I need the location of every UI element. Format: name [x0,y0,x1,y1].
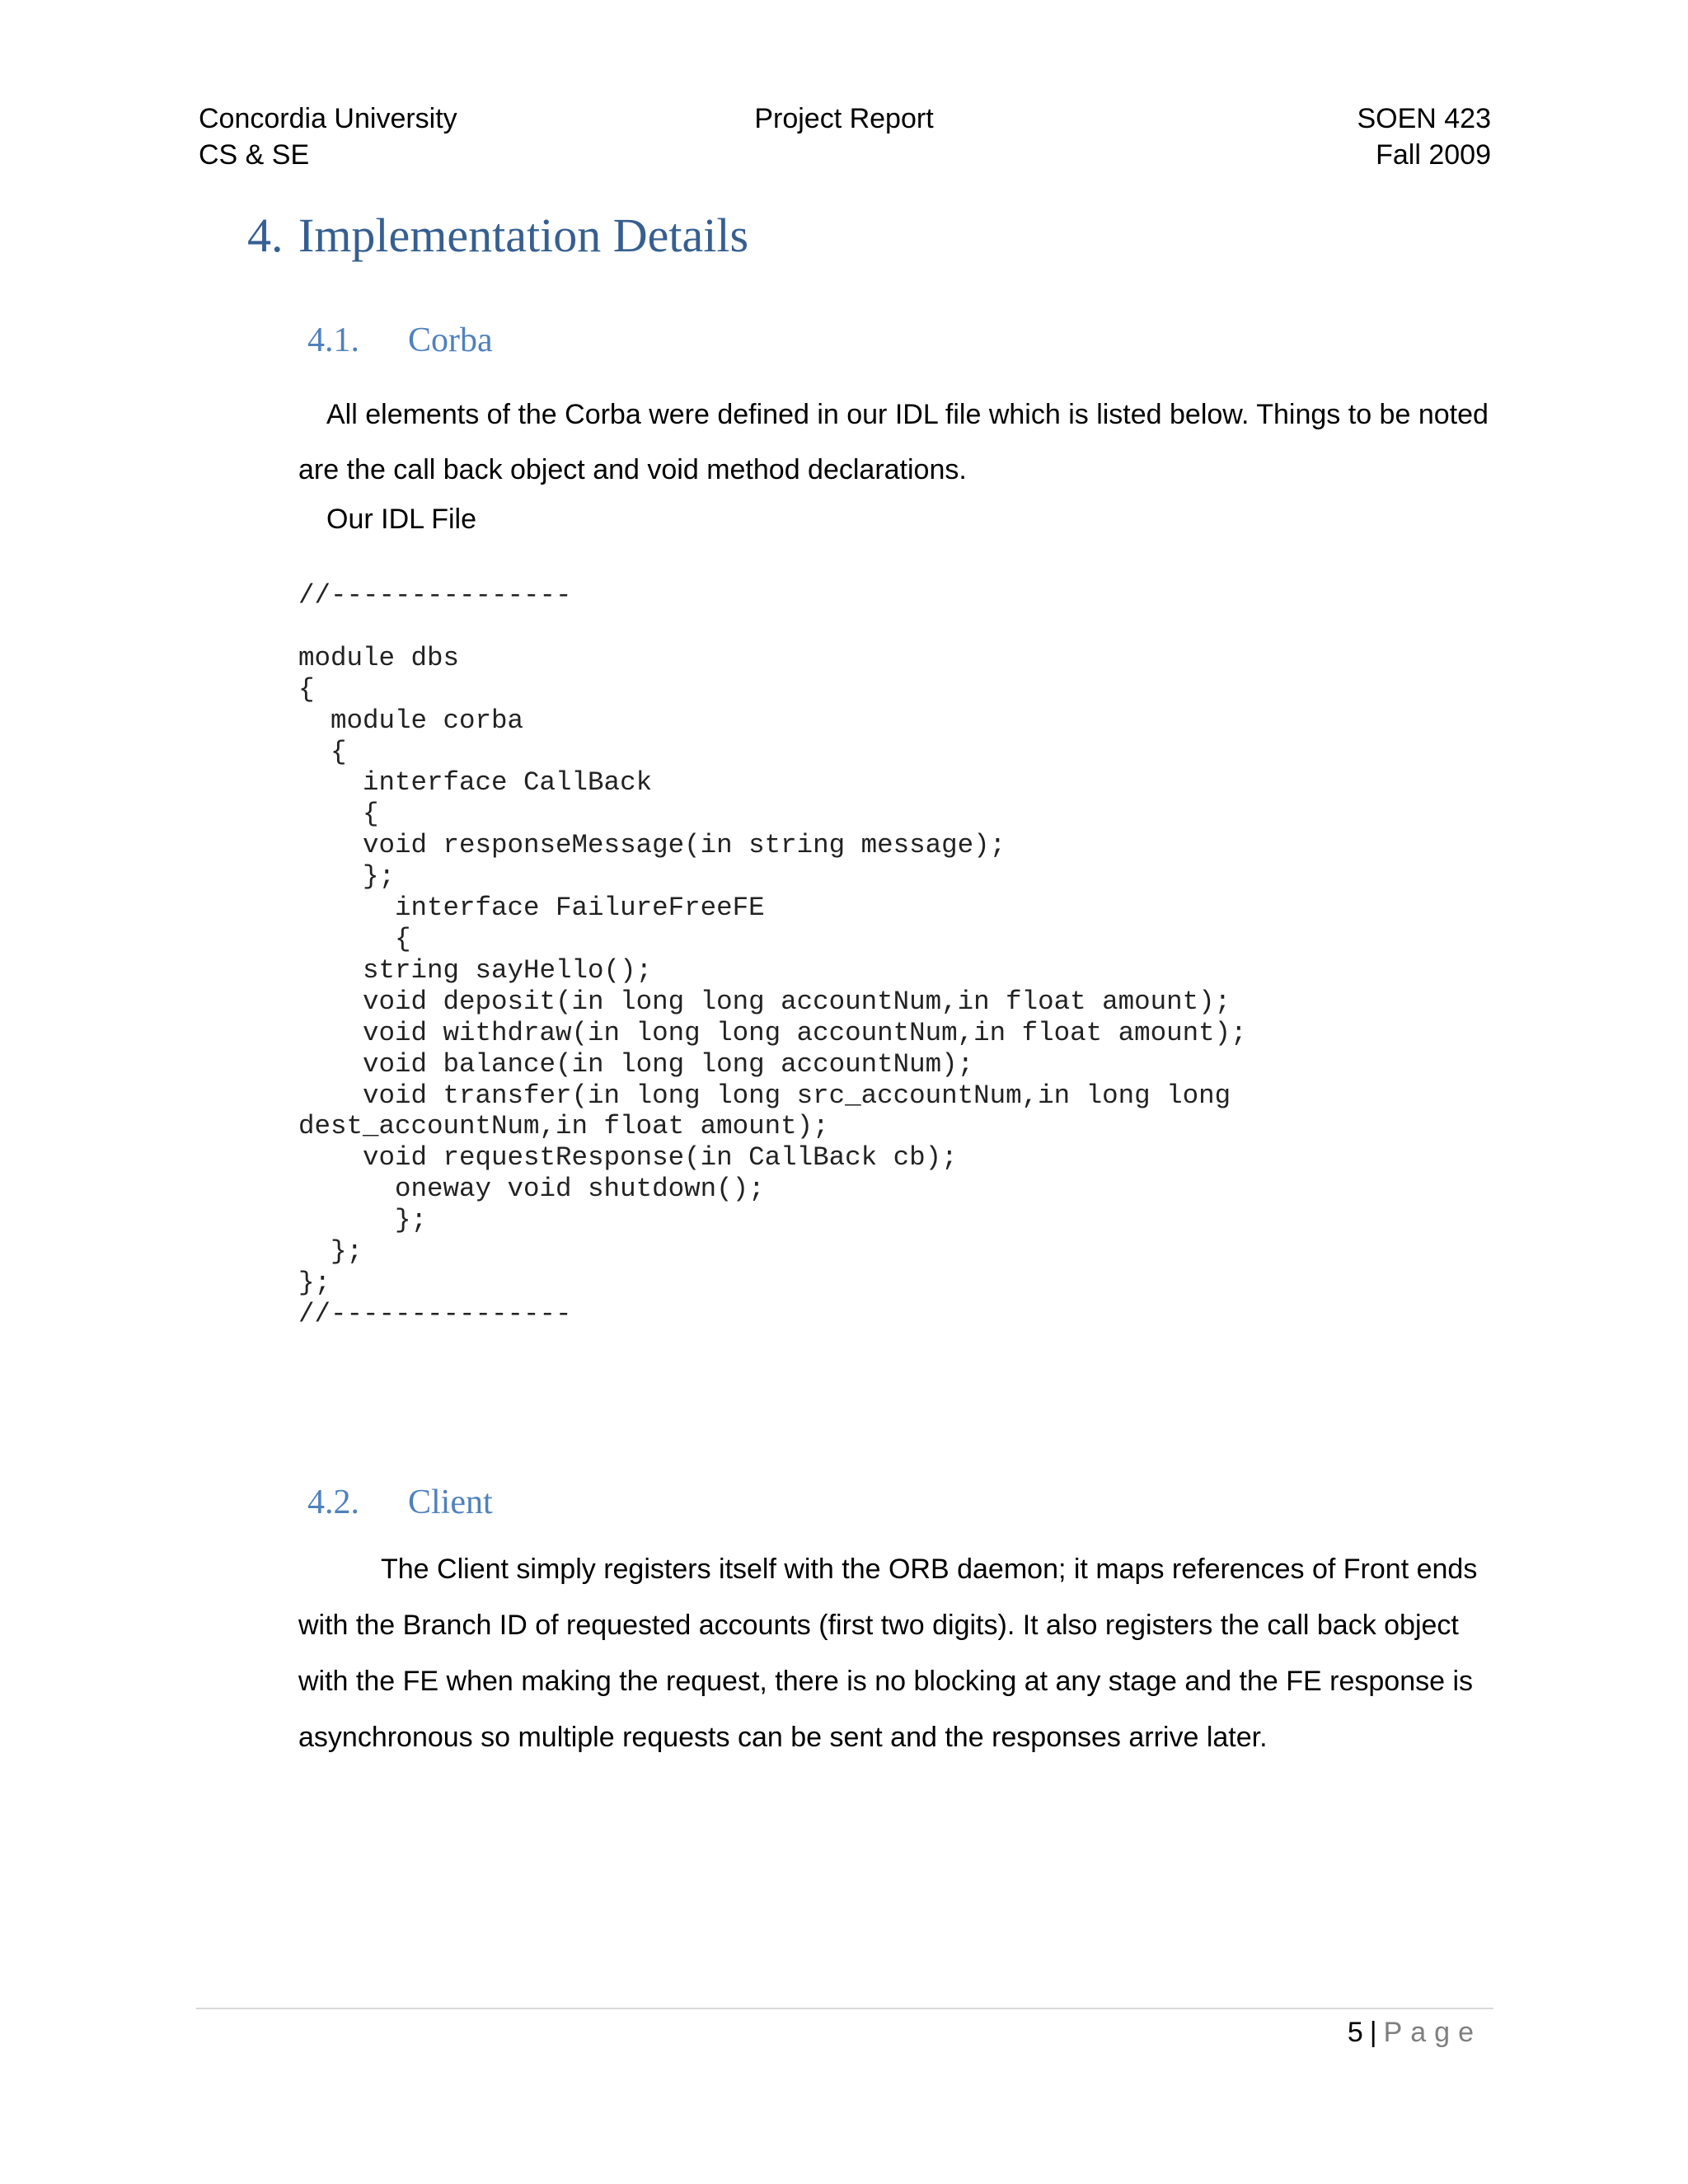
subsection-number: 4.2. [307,1483,359,1521]
page-label: Page [1383,2017,1482,2048]
subsection-title: Client [408,1483,493,1521]
subsection-title: Corba [408,321,493,359]
idl-code-block: //--------------- module dbs { module corba { interface CallBack { void responseMessage(in string message); }; interface FailureFreeFE { string sayHello(); void deposit(in long long accountNum,in float amount); void withdraw(in long long accountNum,in float amount); void balance(in long long accountNum); void transfer(in long long src_accountNum,in long long dest_accountNum,in float amount); void requestResponse(in CallBack cb); oneway void shutdown(); }; }; }; //--------------- [298,580,1247,1329]
corba-paragraph: All elements of the Corba were defined in our IDL file which is listed below. Things to be noted are the call back object and void method declarations. [298,399,1489,485]
footer-divider [196,2008,1493,2009]
idl-caption: Our IDL File [326,504,477,535]
page-number: 5 [1347,2017,1363,2048]
subsection-heading-corba [307,318,493,363]
header-right [1357,101,1491,173]
page-separator: | [1369,2017,1377,2048]
header-course: SOEN 423 [1357,103,1491,134]
header-term: Fall 2009 [1376,139,1491,171]
section-title: Implementation Details [298,209,749,262]
header-report-title: Project Report [754,103,934,134]
section-number: 4. [247,209,284,262]
subsection-number: 4.1. [307,321,359,359]
subsection-heading-client [307,1480,493,1525]
page-number-footer [1348,2013,1482,2052]
header-department: CS & SE [199,139,310,171]
header-university: Concordia University [199,103,457,134]
section-heading [247,206,748,265]
client-paragraph: The Client simply registers itself with the ORB daemon; it maps references of Front ends with the Branch ID of requested accounts (first two digits). It also registers the call back object with the FE when making the request, there is no blocking at any stage and the FE response is asynchronous so multiple requests can be sent and the responses arrive later. [298,1554,1478,1753]
